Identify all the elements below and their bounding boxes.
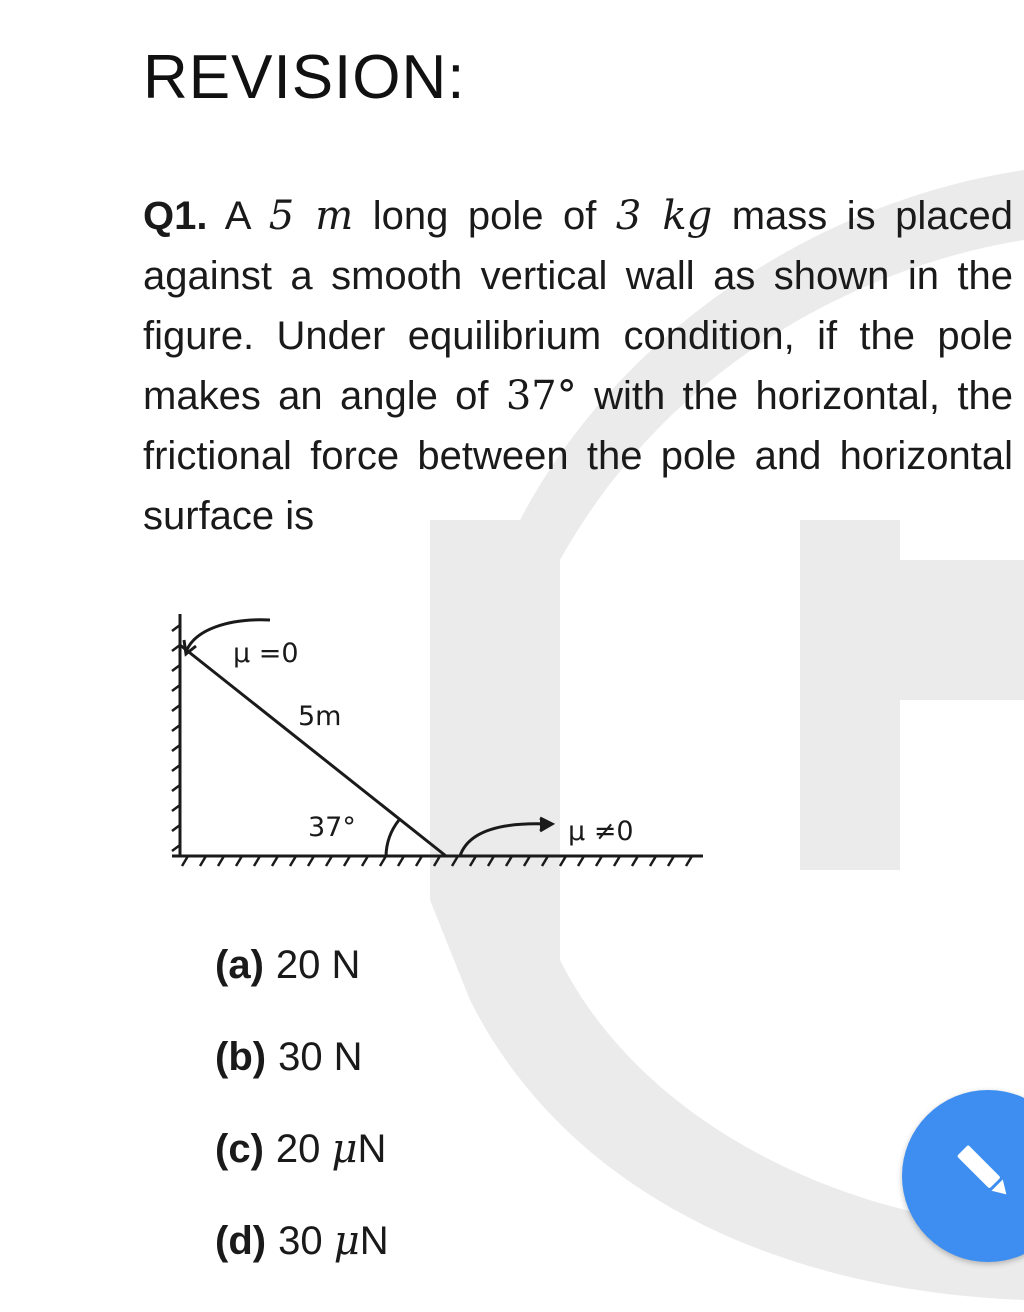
option-d[interactable]: (d) 30 μN xyxy=(215,1218,389,1264)
angle-value: 37° xyxy=(505,373,577,419)
floor-arrowhead xyxy=(540,818,552,831)
length-value: 5 m xyxy=(268,193,354,239)
floor-arrow xyxy=(460,824,548,856)
option-c[interactable]: (c) 20 μN xyxy=(215,1126,387,1172)
page-heading: REVISION: xyxy=(143,43,466,112)
question-number: Q1. xyxy=(143,194,208,238)
floor-mu-label: μ ≠0 xyxy=(568,816,634,847)
option-b[interactable]: (b) 30 N xyxy=(215,1035,363,1079)
wall-mu-label: μ =0 xyxy=(233,638,299,669)
mass-value: 3 kg xyxy=(615,193,713,239)
question-text: Q1. A 5 m long pole of 3 kg mass is placed against a smooth vertical wall as shown in the figure. Under equilibrium condition, if the pole makes an angle of 37° with the horizontal, the frictional force between the pole and horizontal surface is xyxy=(143,193,1014,538)
answer-options xyxy=(215,936,389,1304)
length-label: 5m xyxy=(298,701,342,732)
option-a[interactable]: (a) 20 N xyxy=(215,943,361,987)
angle-label: 37° xyxy=(308,812,356,843)
pole-figure xyxy=(158,600,718,890)
angle-arc xyxy=(386,820,399,856)
pencil-icon xyxy=(948,1136,1018,1206)
